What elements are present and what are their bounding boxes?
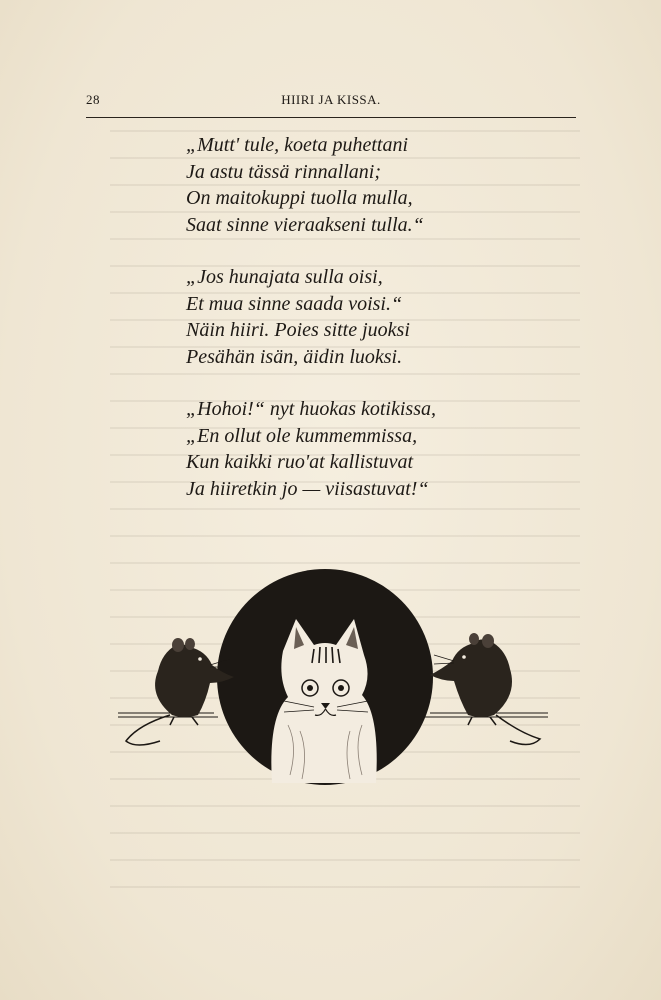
poem-line: Näin hiiri. Poies sitte juoksi xyxy=(186,319,410,341)
poem-line: „En ollut ole kummemmissa, xyxy=(186,424,418,447)
cat-and-mice-illustration xyxy=(118,565,548,795)
poem-line: „Hohoi!“ nyt huokas kotikissa, xyxy=(186,398,436,420)
poem-line: „Jos hunajata sulla oisi, xyxy=(186,266,383,288)
cat-in-circle-icon xyxy=(217,569,433,785)
poem-line: On maitokuppi tuolla mulla, xyxy=(186,187,413,209)
poem-line: Pesähän isän, äidin luoksi. xyxy=(186,345,403,368)
poem-line: Ja astu tässä rinnallani; xyxy=(186,160,382,183)
poem xyxy=(186,132,566,528)
page-number: 28 xyxy=(86,92,100,107)
poem-line: Ja hiiretkin jo — viisastuvat!“ xyxy=(186,477,429,500)
running-head xyxy=(86,92,576,112)
mouse-right-icon xyxy=(430,633,540,745)
stanza-3 xyxy=(186,396,566,502)
poem-line: Et mua sinne saada voisi.“ xyxy=(186,292,403,315)
running-title: HIIRI JA KISSA. xyxy=(281,92,381,107)
mouse-left-icon xyxy=(126,638,234,745)
header-rule xyxy=(86,117,576,118)
poem-line: Saat sinne vieraakseni tulla.“ xyxy=(186,213,424,236)
stanza-1 xyxy=(186,132,566,238)
poem-line: „Mutt' tule, koeta puhettani xyxy=(186,134,409,156)
stanza-2 xyxy=(186,264,566,370)
poem-line: Kun kaikki ruo'at kallistuvat xyxy=(186,451,414,473)
